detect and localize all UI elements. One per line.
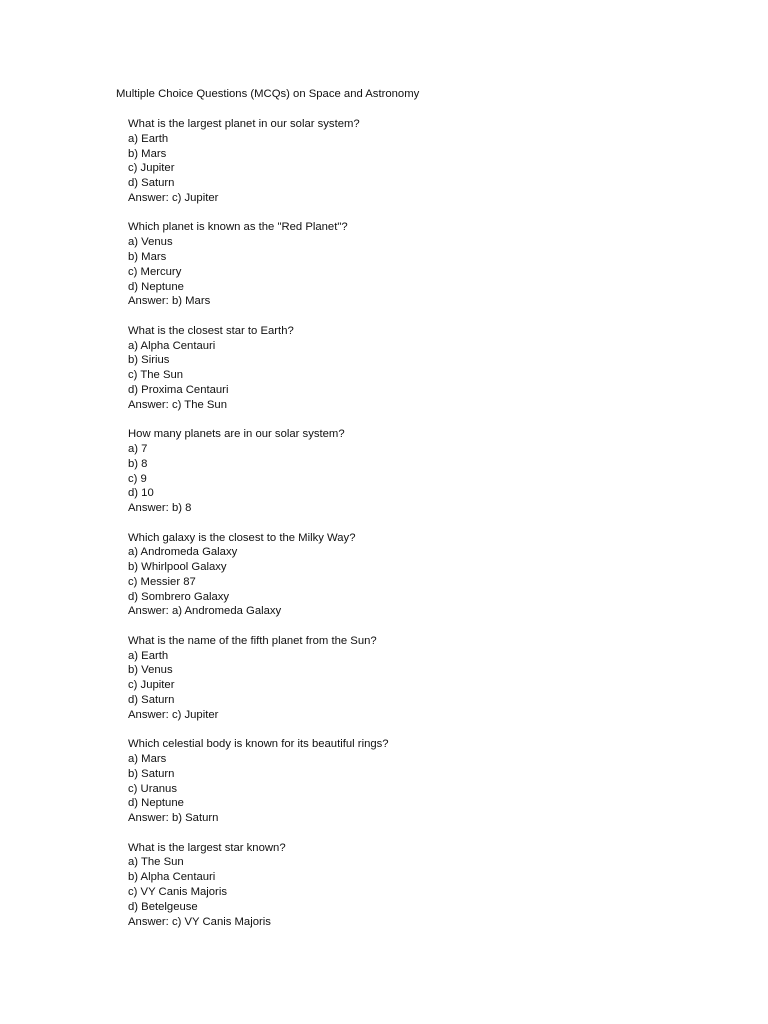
answer-option: a) Venus — [128, 236, 173, 249]
question-block — [128, 117, 728, 206]
question-block — [128, 634, 728, 723]
question-block — [128, 220, 728, 309]
answer-option: c) Messier 87 — [128, 575, 196, 588]
answer-option: b) Whirlpool Galaxy — [128, 561, 227, 574]
correct-answer: Answer: c) Jupiter — [128, 191, 219, 204]
question-text: Which planet is known as the "Red Planet"? — [128, 221, 348, 234]
answer-option: d) Proxima Centauri — [128, 383, 229, 396]
answer-option: b) Venus — [128, 664, 173, 677]
answer-option: c) 9 — [128, 472, 147, 485]
correct-answer: Answer: b) Saturn — [128, 812, 219, 825]
answer-option: d) Saturn — [128, 177, 175, 190]
answer-option: d) Sombrero Galaxy — [128, 590, 230, 603]
answer-option: a) Andromeda Galaxy — [128, 546, 238, 559]
answer-option: c) Mercury — [128, 265, 182, 278]
answer-option: c) The Sun — [128, 369, 184, 382]
question-block — [128, 427, 728, 516]
answer-option: d) Neptune — [128, 797, 184, 810]
answer-option: d) Neptune — [128, 280, 184, 293]
question-list — [128, 117, 728, 944]
answer-option: b) Mars — [128, 250, 167, 263]
answer-option: a) Alpha Centauri — [128, 339, 216, 352]
question-text: How many planets are in our solar system? — [128, 428, 345, 441]
answer-option: d) Betelgeuse — [128, 900, 198, 913]
answer-option: d) Saturn — [128, 694, 175, 707]
document-title: Multiple Choice Questions (MCQs) on Space and Astronomy — [116, 88, 420, 100]
answer-option: b) Mars — [128, 147, 167, 160]
answer-option: b) Sirius — [128, 354, 170, 367]
answer-option: b) Saturn — [128, 767, 175, 780]
question-text: What is the largest planet in our solar system? — [128, 118, 360, 130]
question-block — [128, 324, 728, 413]
question-text: Which galaxy is the closest to the Milky Way? — [128, 531, 356, 544]
correct-answer: Answer: c) VY Canis Majoris — [128, 915, 271, 928]
question-text: What is the closest star to Earth? — [128, 324, 294, 337]
correct-answer: Answer: a) Andromeda Galaxy — [128, 605, 282, 618]
question-text: What is the largest star known? — [128, 841, 286, 854]
answer-option: c) VY Canis Majoris — [128, 886, 227, 899]
correct-answer: Answer: c) Jupiter — [128, 708, 219, 721]
question-block — [128, 737, 728, 826]
answer-option: c) Jupiter — [128, 679, 175, 692]
answer-option: b) Alpha Centauri — [128, 871, 216, 884]
answer-option: c) Uranus — [128, 782, 177, 795]
answer-option: a) Earth — [128, 132, 169, 145]
answer-option: a) Mars — [128, 753, 167, 766]
answer-option: a) 7 — [128, 442, 148, 455]
correct-answer: Answer: b) Mars — [128, 295, 211, 308]
answer-option: a) Earth — [128, 649, 169, 662]
question-text: Which celestial body is known for its beautiful rings? — [128, 738, 389, 751]
question-text: What is the name of the fifth planet from the Sun? — [128, 634, 377, 647]
question-block — [128, 841, 728, 930]
answer-option: b) 8 — [128, 457, 148, 470]
correct-answer: Answer: c) The Sun — [128, 398, 227, 411]
question-block — [128, 531, 728, 620]
answer-option: a) The Sun — [128, 856, 184, 869]
answer-option: c) Jupiter — [128, 162, 175, 175]
correct-answer: Answer: b) 8 — [128, 502, 192, 515]
answer-option: d) 10 — [128, 487, 154, 500]
